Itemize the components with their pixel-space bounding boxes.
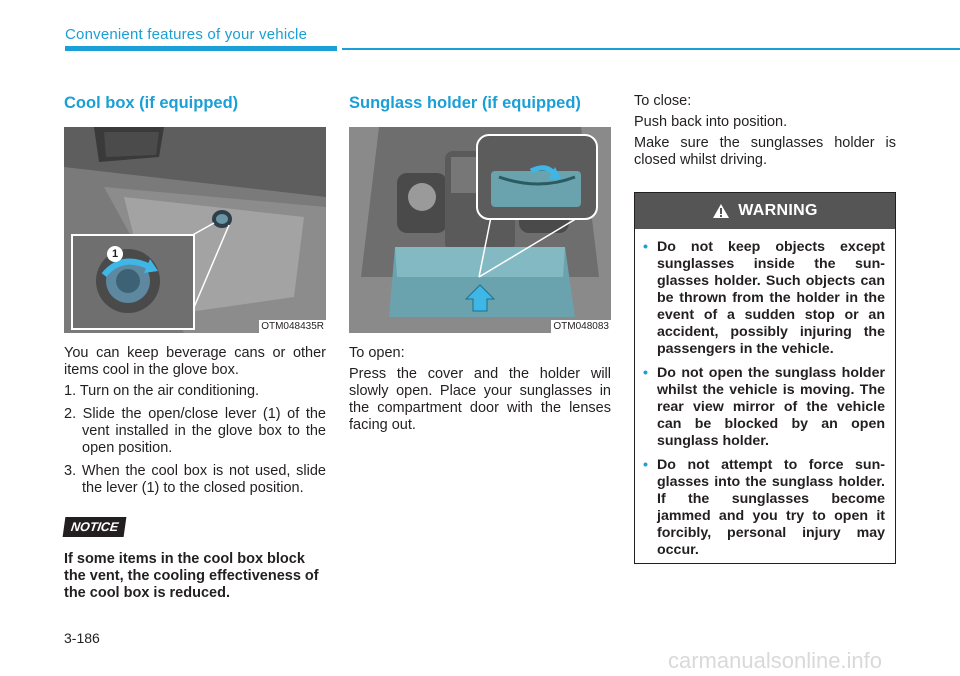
page-number: 3-186 <box>64 630 100 646</box>
warning-header <box>635 193 895 229</box>
warning-box <box>634 192 896 564</box>
notice-text: If some items in the cool box block the vent, the cooling effectiveness of the cool box is reduced. <box>64 551 319 601</box>
figure-code: OTM048435R <box>261 321 324 332</box>
warning-item <box>643 239 885 358</box>
notice-badge: NOTICE <box>63 517 127 537</box>
close-instruction: Push back into position. <box>634 114 788 130</box>
warning-text: Do not attempt to force sun-glasses into the sunglass holder. If the sunglasses become jammed and you try to open it forcibly, personal injury may occur. <box>657 457 885 558</box>
warning-list <box>635 229 895 559</box>
close-label: To close: <box>634 93 692 109</box>
bullet-icon: • <box>643 457 648 473</box>
watermark: carmanualsonline.info <box>668 648 883 673</box>
bullet-icon: • <box>643 239 648 255</box>
close-reminder: Make sure the sunglasses holder is closed whilst driving. <box>634 135 896 168</box>
open-instructions: Press the cover and the holder will slowly open. Place your sunglasses in the compartment door with the lenses facing out. <box>349 366 611 433</box>
cool-box-heading: Cool box (if equipped) <box>64 94 239 112</box>
cool-box-intro: You can keep beverage cans or other items cool in the glove box. <box>64 345 326 378</box>
sunglass-holder-section <box>349 93 611 438</box>
cool-box-steps <box>64 383 326 497</box>
callout-number: 1 <box>107 246 123 262</box>
warning-triangle-icon <box>712 203 730 219</box>
cool-box-section <box>64 93 326 602</box>
close-section <box>634 93 896 173</box>
step-item: 1. Turn on the air conditioning. <box>64 383 260 399</box>
overhead-console-illustration <box>349 127 611 333</box>
header-rule-thin <box>342 48 960 50</box>
warning-title: WARNING <box>738 202 818 219</box>
warning-text: Do not keep objects except sunglasses inside the sun-glasses holder. Such objects can be thrown from the holder in the event of a sudden stop or an accident, possibly injuring the passengers in the vehicle. <box>657 239 885 357</box>
warning-item <box>643 457 885 559</box>
glove-box-illustration <box>64 127 326 333</box>
bullet-icon: • <box>643 365 648 381</box>
figure-code: OTM048083 <box>553 321 609 332</box>
step-item: 2. Slide the open/close lever (1) of the vent installed in the glove box to the open position. <box>64 406 326 456</box>
warning-item <box>643 365 885 450</box>
open-label: To open: <box>349 345 405 361</box>
warning-text: Do not open the sunglass holder whilst the vehicle is moving. The rear view mirror of the vehicle can be blocked by an open sunglass holder. <box>657 365 885 449</box>
step-item: 3. When the cool box is not used, slide the lever (1) to the closed position. <box>64 463 326 496</box>
header-rule-thick <box>65 46 337 51</box>
cool-box-figure <box>64 127 326 333</box>
sunglass-holder-heading: Sunglass holder (if equipped) <box>349 94 581 112</box>
section-title: Convenient features of your vehicle <box>65 26 308 43</box>
sunglass-holder-figure <box>349 127 611 333</box>
